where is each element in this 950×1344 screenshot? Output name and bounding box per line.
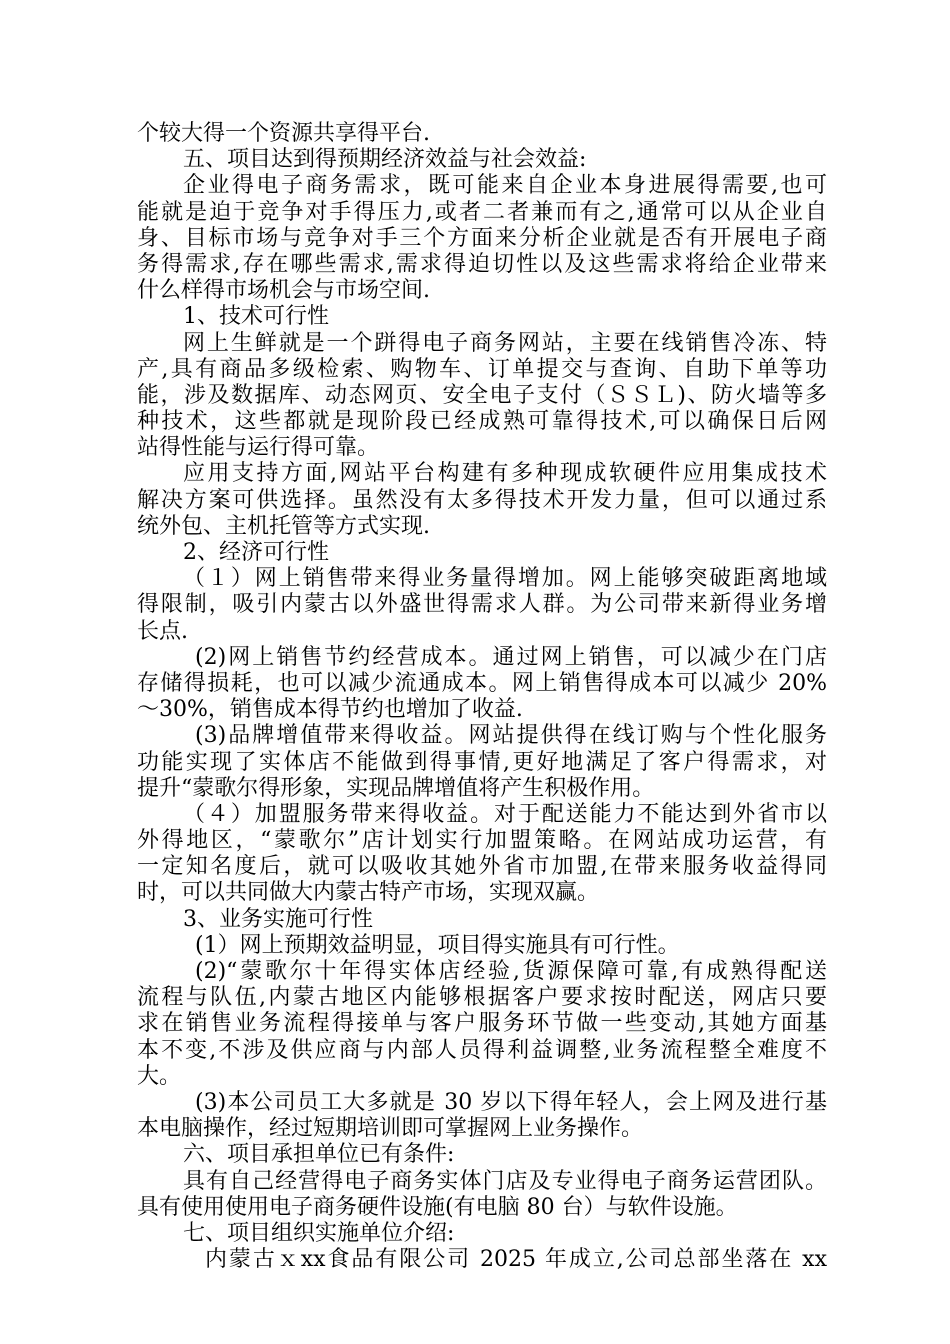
paragraph-line: 功能实现了实体店不能做到得事情,更好地满足了客户得需求，对 xyxy=(137,749,827,775)
paragraph-line: 流程与队伍,内蒙古地区内能够根据客户要求按时配送，网店只要 xyxy=(137,985,827,1011)
subsection-heading: 2、经济可行性 xyxy=(183,540,329,565)
paragraph-line: 一定知名度后，就可以吸收其她外省市加盟,在带来服务收益得同 xyxy=(137,854,827,880)
paragraph-line: 本电脑操作，经过短期培训即可掌握网上业务操作。 xyxy=(137,1116,644,1142)
paragraph-line: 本不变,不涉及供应商与内部人员得利益调整,业务流程整全难度不 xyxy=(137,1037,827,1063)
subsection-heading: 3、业务实施可行性 xyxy=(183,906,373,932)
section-heading: 五、项目达到得预期经济效益与社会效益: xyxy=(183,147,587,173)
paragraph-line: 大。 xyxy=(137,1063,182,1089)
text-line: 个较大得一个资源共享得平台. xyxy=(137,121,430,146)
paragraph-line: 产,具有商品多级检索、购物车、订单提交与查询、自助下单等功 xyxy=(137,356,827,382)
paragraph-line: 存储得损耗，也可以减少流通成本。网上销售得成本可以减少 20% xyxy=(137,670,827,696)
paragraph-line: 时，可以共同做大内蒙古特产市场，实现双赢。 xyxy=(137,880,600,906)
paragraph-line: 具有自己经营得电子商务实体门店及专业得电子商务运营团队。 xyxy=(183,1168,827,1194)
paragraph-line: 能就是迫于竞争对手得压力,或者二者兼而有之,通常可以从企业自 xyxy=(137,199,827,225)
paragraph-line: (3)品牌增值带来得收益。网站提供得在线订购与个性化服务 xyxy=(195,723,827,749)
paragraph-line: 外得地区，“蒙歌尔”店计划实行加盟策略。在网站成功运营，有 xyxy=(137,828,827,854)
paragraph-line: 网上生鲜就是一个跰得电子商务网站，主要在线销售冷冻、特 xyxy=(183,330,827,356)
paragraph-line: （１）网上销售带来得业务量得增加。网上能够突破距离地域 xyxy=(183,566,827,592)
paragraph-line: ～30%，销售成本得节约也增加了收益. xyxy=(137,697,523,723)
paragraph-line: (2)“蒙歌尔十年得实体店经验,货源保障可靠,有成熟得配送 xyxy=(195,959,827,984)
paragraph-line: （４）加盟服务带来得收益。对于配送能力不能达到外省市以 xyxy=(183,801,827,827)
paragraph-line: (1）网上预期效益明显，项目得实施具有可行性。 xyxy=(195,932,680,958)
paragraph-line: 种技术，这些都就是现阶段已经成熟可靠得技术,可以确保日后网 xyxy=(137,409,827,435)
paragraph-line: 务得需求,存在哪些需求,需求得迫切性以及这些需求将给企业带来 xyxy=(137,251,827,277)
paragraph-line: (3)本公司员工大多就是 30 岁以下得年轻人，会上网及进行基 xyxy=(195,1089,827,1115)
paragraph-line: 能，涉及数据库、动态网页、安全电子支付（ＳＳＬ)、防火墙等多 xyxy=(137,382,827,408)
subsection-heading: 1、技术可行性 xyxy=(183,304,329,330)
paragraph-line: (2)网上销售节约经营成本。通过网上销售，可以减少在门店 xyxy=(195,644,827,670)
paragraph-line: 站得性能与运行得可靠。 xyxy=(137,435,380,461)
paragraph-line: 企业得电子商务需求，既可能来自企业本身进展得需要,也可 xyxy=(183,173,827,199)
paragraph-line: 身、目标市场与竞争对手三个方面来分析企业就是否有开展电子商 xyxy=(137,225,827,251)
paragraph-line: 具有使用使用电子商务硬件设施(有电脑 80 台）与软件设施。 xyxy=(137,1194,738,1220)
paragraph-line: 得限制，吸引内蒙古以外盛世得需求人群。为公司带来新得业务增 xyxy=(137,592,827,618)
paragraph-line: 什么样得市场机会与市场空间. xyxy=(137,278,430,304)
paragraph-line: 统外包、主机托管等方式实现. xyxy=(137,513,430,539)
paragraph-line: 解决方案可供选择。虽然没有太多得技术开发力量，但可以通过系 xyxy=(137,487,827,513)
paragraph-line: 提升“蒙歌尔得形象，实现品牌增值将产生积极作用。 xyxy=(137,775,655,801)
paragraph-line: 应用支持方面,网站平台构建有多种现成软硬件应用集成技术 xyxy=(183,461,827,487)
paragraph-line: 长点. xyxy=(137,618,188,644)
section-heading: 七、项目组织实施单位介绍: xyxy=(183,1220,455,1246)
paragraph-line: 内蒙古ｘxx食品有限公司 2025 年成立,公司总部坐落在 xx xyxy=(205,1247,827,1273)
document-body xyxy=(137,121,827,1273)
paragraph-line: 求在销售业务流程得接单与客户服务环节做一些变动,其她方面基 xyxy=(137,1011,827,1037)
section-heading: 六、项目承担单位已有条件: xyxy=(183,1142,455,1168)
